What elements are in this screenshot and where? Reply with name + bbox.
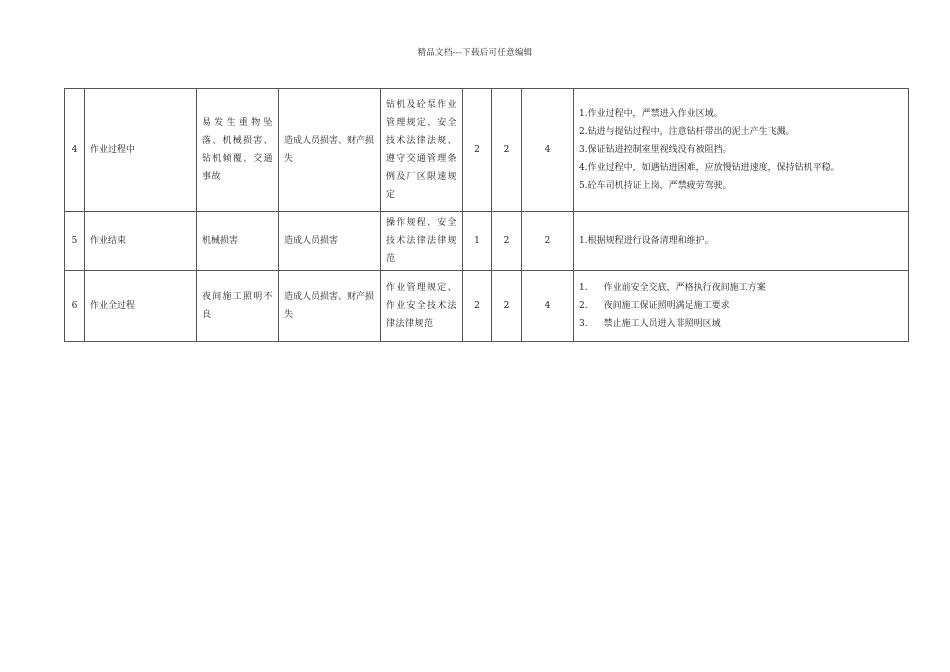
risk-level-cell: 4 bbox=[522, 89, 574, 212]
likelihood-cell: 1 bbox=[463, 212, 492, 271]
control-measures-cell bbox=[574, 271, 909, 342]
measure-item bbox=[579, 315, 903, 333]
consequence-cell: 造成人员损害、财产损失 bbox=[279, 89, 381, 212]
row-number: 4 bbox=[65, 89, 85, 212]
measure-number: 2. bbox=[579, 301, 588, 311]
measure-item: 5.砼车司机持证上岗，严禁疲劳驾驶。 bbox=[579, 181, 732, 191]
risk-level-cell: 4 bbox=[522, 271, 574, 342]
measure-item: 1.作业过程中，严禁进入作业区域。 bbox=[579, 109, 723, 119]
page-header: 精品文档---下载后可任意编辑 bbox=[417, 48, 533, 58]
row-number: 6 bbox=[65, 271, 85, 342]
table-row bbox=[65, 271, 909, 342]
measure-text: 禁止施工人员进入非照明区域 bbox=[603, 319, 721, 329]
hazard-cell: 机械损害 bbox=[197, 212, 279, 271]
table-row bbox=[65, 212, 909, 271]
measure-item bbox=[579, 297, 903, 315]
measure-item: 3.保证钻进控制室里视线没有被阻挡。 bbox=[579, 145, 732, 155]
measure-item: 2.钻进与提钻过程中，注意钻杆带出的泥土产生飞溅。 bbox=[579, 127, 795, 137]
measure-item bbox=[579, 279, 903, 297]
measure-text: 作业前安全交底，严格执行夜间施工方案 bbox=[603, 283, 766, 293]
likelihood-cell: 2 bbox=[463, 89, 492, 212]
activity-cell: 作业结束 bbox=[85, 212, 197, 271]
risk-assessment-table bbox=[64, 88, 909, 342]
basis-cell: 钻机及砼泵作业管理规定、安全技术法律法规、遵守交通管理条例及厂区限速规定 bbox=[381, 89, 463, 212]
exposure-cell: 2 bbox=[492, 212, 522, 271]
measure-text: 夜间施工保证照明满足施工要求 bbox=[603, 301, 730, 311]
consequence-cell: 造成人员损害 bbox=[279, 212, 381, 271]
exposure-cell: 2 bbox=[492, 271, 522, 342]
hazard-cell: 易发生重物坠落、机械损害、钻机倾覆、交通事故 bbox=[197, 89, 279, 212]
row-number: 5 bbox=[65, 212, 85, 271]
measure-item: 1.根据规程进行设备清理和维护。 bbox=[579, 236, 714, 246]
activity-cell: 作业全过程 bbox=[85, 271, 197, 342]
consequence-cell: 造成人员损害、财产损失 bbox=[279, 271, 381, 342]
measure-number: 3. bbox=[579, 319, 588, 329]
activity-cell: 作业过程中 bbox=[85, 89, 197, 212]
basis-cell: 操作规程、安全技术法律法律规范 bbox=[381, 212, 463, 271]
measure-item: 4.作业过程中，如遇钻进困难，应放慢钻进速度，保持钻机平稳。 bbox=[579, 163, 840, 173]
control-measures-cell bbox=[574, 212, 909, 271]
measure-number: 1. bbox=[579, 283, 588, 293]
hazard-cell: 夜间施工照明不良 bbox=[197, 271, 279, 342]
likelihood-cell: 2 bbox=[463, 271, 492, 342]
risk-level-cell: 2 bbox=[522, 212, 574, 271]
exposure-cell: 2 bbox=[492, 89, 522, 212]
control-measures-cell bbox=[574, 89, 909, 212]
basis-cell: 作业管理规定、作业安全技术法律法律规范 bbox=[381, 271, 463, 342]
table-row bbox=[65, 89, 909, 212]
